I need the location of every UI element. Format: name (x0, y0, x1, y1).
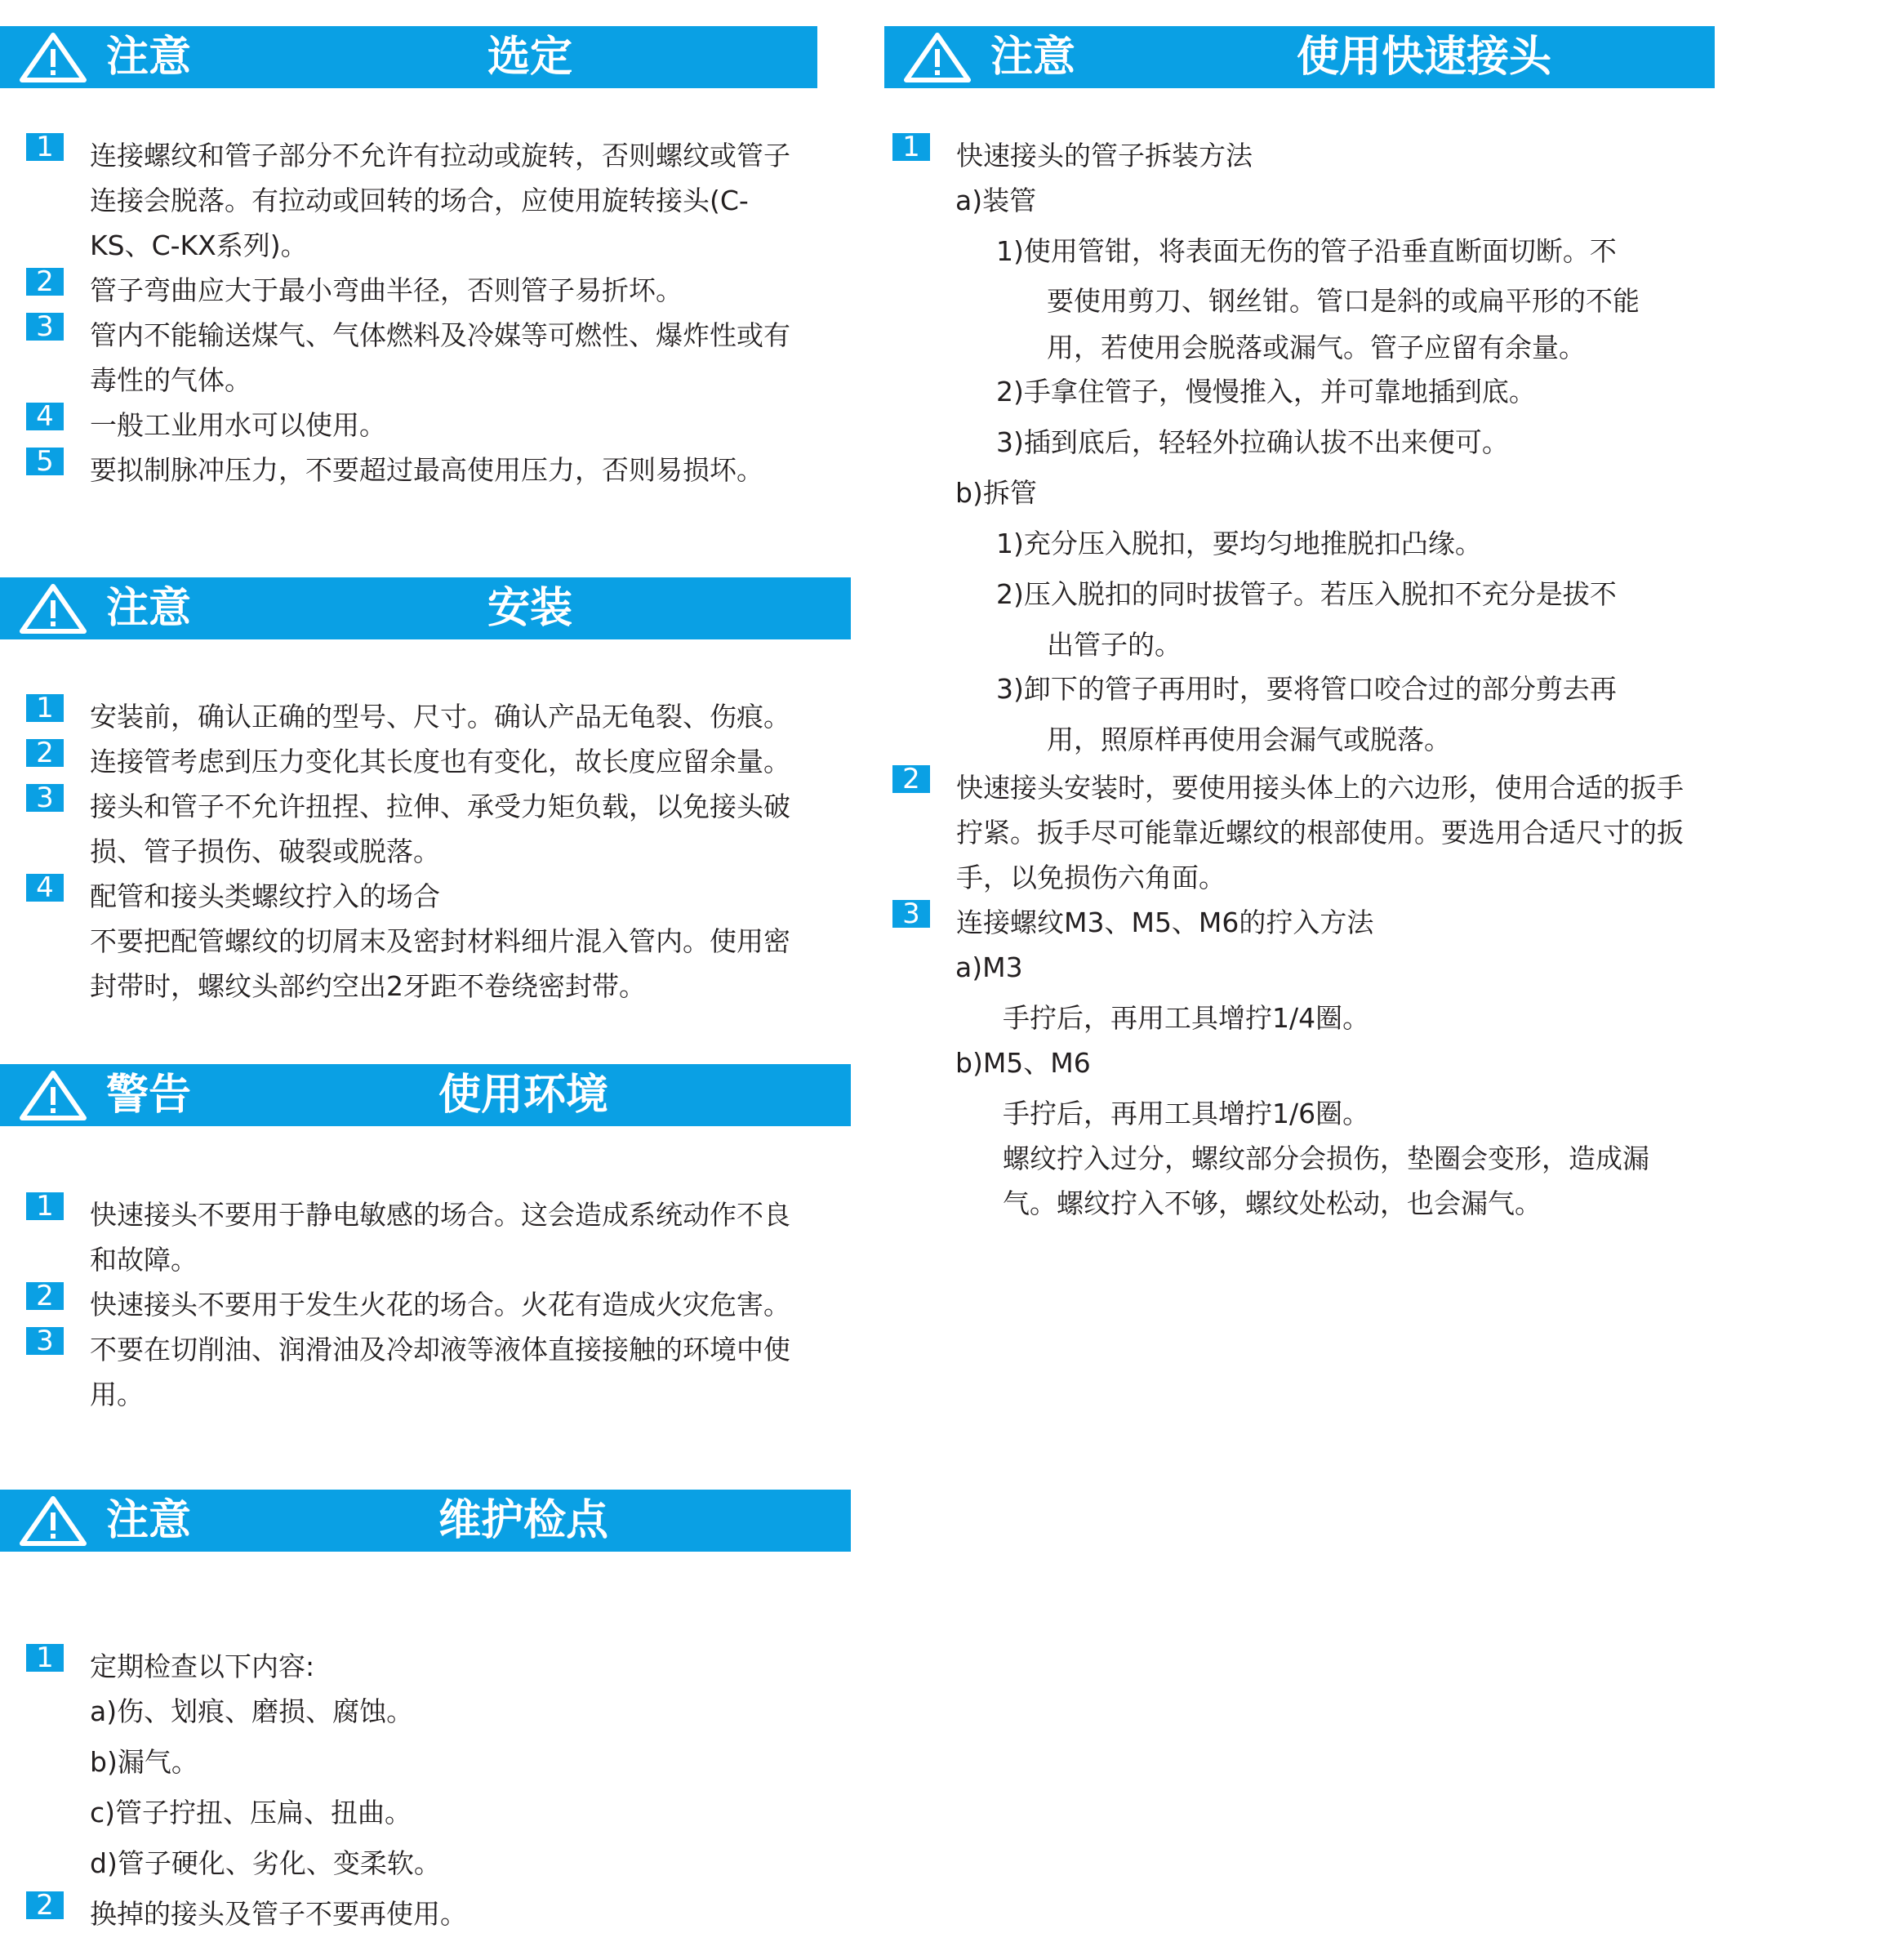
list-item (892, 900, 1709, 945)
step-line: 螺纹拧入过分，螺纹部分会损伤，垫圈会变形，造成漏 (1003, 1143, 1649, 1174)
item-text: 管内不能输送煤气、气体燃料及冷媒等可燃性、爆炸性或有毒性的气体。 (90, 319, 790, 396)
step-line: 用，若使用会脱落或漏气。管子应留有余量。 (1047, 332, 1586, 363)
check-subitem: a)伤、划痕、磨损、腐蚀。 (90, 1695, 414, 1727)
list-item (892, 765, 1709, 900)
step-line: 1)充分压入脱扣，要均匀地推脱扣凸缘。 (996, 528, 1482, 559)
check-subitem: c)管子拧扭、压扁、扭曲。 (90, 1797, 412, 1829)
warning-triangle-icon (18, 31, 88, 83)
check-subitem: b)漏气。 (90, 1746, 198, 1778)
check-subitem: d)管子硬化、劣化、变柔软。 (90, 1847, 441, 1879)
warning-triangle-icon (902, 31, 972, 83)
list-item (26, 1282, 810, 1327)
item-number-badge: 1 (892, 133, 930, 161)
item-text: 安装前，确认正确的型号、尺寸。确认产品无龟裂、伤痕。 (90, 701, 790, 733)
section-title: 使用快速接头 (1297, 33, 1552, 82)
item-text: 管子弯曲应大于最小弯曲半径，否则管子易折坏。 (90, 274, 683, 306)
section-title: 安装 (487, 584, 573, 633)
item-number-badge: 3 (26, 1327, 64, 1355)
section-banner-quick-connector (884, 26, 1715, 88)
section-level-label: 注意 (106, 584, 192, 633)
step-line: 2)压入脱扣的同时拔管子。若压入脱扣不充分是拔不 (996, 578, 1617, 610)
list-item (892, 133, 1709, 178)
item-number-badge: 3 (892, 900, 930, 928)
item-number-badge: 3 (26, 784, 64, 812)
subheading-m3: a)M3 (955, 951, 1023, 983)
item-text: 接头和管子不允许扭捏、拉伸、承受力矩负载，以免接头破损、管子损伤、破裂或脱落。 (90, 791, 790, 867)
item-text: 换掉的接头及管子不要再使用。 (90, 1898, 467, 1930)
item-text: 快速接头安装时，要使用接头体上的六边形，使用合适的扳手拧紧。扳手尽可能靠近螺纹的根部使用。要选用合适尺寸的扳手，以免损伤六角面。 (956, 772, 1684, 893)
step-line: 要使用剪刀、钢丝钳。管口是斜的或扁平形的不能 (1047, 285, 1640, 317)
list-item (26, 1644, 810, 1689)
step-line: 气。螺纹拧入不够，螺纹处松动，也会漏气。 (1003, 1187, 1542, 1219)
item-text: 定期检查以下内容: (90, 1650, 315, 1682)
warning-triangle-icon (18, 1494, 88, 1547)
item-number-badge: 5 (26, 448, 64, 475)
item-text: 连接管考虑到压力变化其长度也有变化，故长度应留余量。 (90, 746, 790, 777)
list-item (26, 265, 810, 313)
step-line: 3)卸下的管子再用时，要将管口咬合过的部分剪去再 (996, 673, 1617, 705)
item-text: 配管和接头类螺纹拧入的场合 (90, 880, 440, 912)
item-text-detail: 不要把配管螺纹的切屑末及密封材料细片混入管内。使用密封带时，螺纹头部约空出2牙距不卷绕密封带。 (90, 925, 790, 1002)
item-number-badge: 2 (26, 268, 64, 296)
item-text: 一般工业用水可以使用。 (90, 409, 386, 441)
section-banner-maintenance (0, 1490, 851, 1552)
warning-triangle-icon (18, 582, 88, 635)
subheading-install: a)装管 (955, 185, 1037, 216)
item-number-badge: 2 (26, 1282, 64, 1310)
item-number-badge: 1 (26, 694, 64, 722)
step-line: 2)手拿住管子，慢慢推入，并可靠地插到底。 (996, 376, 1536, 408)
item-text: 要拟制脉冲压力，不要超过最高使用压力，否则易损坏。 (90, 454, 763, 486)
step-line: 1)使用管钳，将表面无伤的管子沿垂直断面切断。不 (996, 235, 1617, 267)
item-number-badge: 1 (26, 1192, 64, 1220)
list-item (26, 694, 810, 739)
item-number-badge: 2 (26, 739, 64, 767)
section-title: 使用环境 (438, 1071, 609, 1120)
section-level-label: 注意 (106, 33, 192, 82)
list-item (26, 1891, 810, 1936)
step-line: 手拧后，再用工具增拧1/4圈。 (1003, 1002, 1370, 1034)
list-item (26, 871, 810, 1009)
section-level-label: 注意 (990, 33, 1076, 82)
item-text: 快速接头的管子拆装方法 (956, 140, 1253, 172)
list-item (26, 400, 810, 448)
section-title: 维护检点 (438, 1496, 609, 1545)
list-item (26, 784, 810, 874)
item-number-badge: 1 (26, 133, 64, 161)
warning-triangle-icon (18, 1069, 88, 1121)
item-number-badge: 1 (26, 1644, 64, 1672)
step-line: 用，照原样再使用会漏气或脱落。 (1047, 724, 1451, 755)
item-number-badge: 4 (26, 874, 64, 902)
item-text: 连接螺纹M3、M5、M6的拧入方法 (956, 906, 1374, 938)
step-line: 出管子的。 (1047, 629, 1182, 661)
item-number-badge: 2 (26, 1891, 64, 1919)
section-banner-environment (0, 1064, 851, 1126)
list-item (26, 133, 810, 268)
list-item (26, 1192, 810, 1282)
item-text: 快速接头不要用于静电敏感的场合。这会造成系统动作不良和故障。 (90, 1199, 790, 1276)
list-item (26, 1327, 810, 1417)
item-number-badge: 2 (892, 765, 930, 793)
section-level-label: 注意 (106, 1496, 192, 1545)
item-text: 连接螺纹和管子部分不允许有拉动或旋转，否则螺纹或管子连接会脱落。有拉动或回转的场合，应使用旋转接头(C-KS、C-KX系列)。 (90, 140, 790, 261)
step-line: 手拧后，再用工具增拧1/6圈。 (1003, 1098, 1370, 1129)
item-number-badge: 4 (26, 403, 64, 430)
list-item (26, 445, 810, 492)
subheading-remove: b)拆管 (955, 477, 1037, 509)
item-text: 不要在切削油、润滑油及冷却液等液体直接接触的环境中使用。 (90, 1334, 790, 1410)
list-item (26, 739, 810, 784)
subheading-m5-m6: b)M5、M6 (955, 1047, 1091, 1079)
section-banner-installation (0, 577, 851, 639)
item-number-badge: 3 (26, 313, 64, 341)
list-item (26, 310, 810, 403)
section-level-label: 警告 (106, 1071, 192, 1120)
section-title: 选定 (487, 33, 573, 82)
section-banner-selection (0, 26, 817, 88)
step-line: 3)插到底后，轻轻外拉确认拔不出来便可。 (996, 426, 1509, 458)
item-text: 快速接头不要用于发生火花的场合。火花有造成火灾危害。 (90, 1289, 790, 1321)
